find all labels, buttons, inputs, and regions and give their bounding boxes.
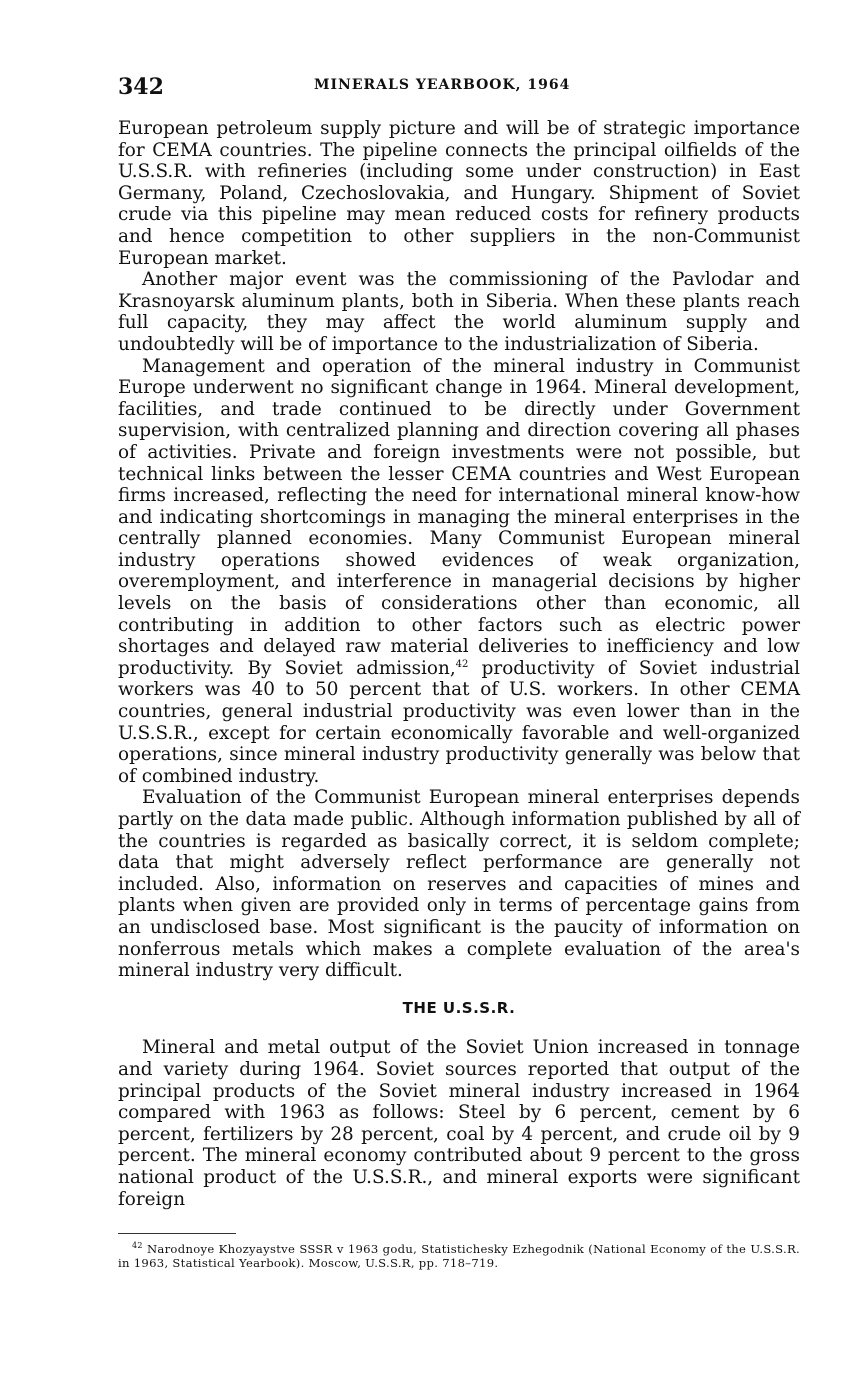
page-number: 342 — [118, 74, 164, 100]
paragraph-aluminum-plants: Another major event was the commissioning of the Pavlodar and Krasnoyarsk aluminum plants, both in Siberia. When these plants reach full capacity, they may affect the world aluminum supply and undoubtedly will be of importance to the industrialization of Siberia. — [118, 269, 800, 355]
running-head — [118, 74, 800, 106]
footnote-reference: 42 — [455, 658, 469, 670]
paragraph-management-part2: productivity of Soviet industrial workers was 40 to 50 percent that of U.S. workers. In other CEMA countries, general industrial productivity was even lower than in the U.S.S.R., except for certain economically favorable and well-organized operations, since mineral industry productivity generally was below that of combined industry. — [118, 657, 800, 787]
footnote-divider — [118, 1233, 236, 1234]
paragraph-petroleum-pipeline: European petroleum supply picture and will be of strategic importance for CEMA countries. The pipeline connects the principal oilfields of the U.S.S.R. with refineries (including some under construction) in East Germany, Poland, Czechoslovakia, and Hungary. Shipment of Soviet crude via this pipeline may mean reduced costs for refinery products and hence competition to other suppliers in the non-Communist European market. — [118, 118, 800, 269]
footnote — [118, 1242, 800, 1270]
running-title: MINERALS YEARBOOK, 1964 — [314, 77, 571, 93]
footnote-marker: 42 — [132, 1241, 143, 1251]
document-page — [118, 74, 800, 1270]
paragraph-management — [118, 356, 800, 788]
paragraph-evaluation: Evaluation of the Communist European mineral enterprises depends partly on the data made public. Although information published by all of the countries is regarded as basically correct, it is seldom complete; data that might adversely reflect performance are generally not included. Also, information on reserves and capacities of mines and plants when given are provided only in terms of percentage gains from an undisclosed base. Most significant is the paucity of information on nonferrous metals which makes a complete evaluation of the area's mineral industry very difficult. — [118, 787, 800, 982]
section-heading: THE U.S.S.R. — [402, 998, 516, 1017]
footnote-text: Narodnoye Khozyaystve SSSR v 1963 godu, Statistichesky Ezhegodnik (National Economy of the U.S.S.R. in 1963, Statistical Yearbook). Moscow, U.S.S.R, pp. 718–719. — [118, 1242, 800, 1271]
paragraph-soviet-output: Mineral and metal output of the Soviet Union increased in tonnage and variety during 1964. Soviet sources reported that output of the principal products of the Soviet mineral industry increased in 1964 compared with 1963 as follows: Steel by 6 percent, cement by 6 percent, fertilizers by 28 percent, coal by 4 percent, and crude oil by 9 percent. The mineral economy contributed about 9 percent to the gross national product of the U.S.S.R., and mineral exports were significant foreign — [118, 1037, 800, 1210]
paragraph-management-part1: Management and operation of the mineral industry in Communist Europe underwent no significant change in 1964. Mineral development, facilities, and trade continued to be directly under Government supervision, with centralized planning and direction covering all phases of activities. Private and foreign investments were not possible, but technical links between the lesser CEMA countries and West European firms increased, reflecting the need for international mineral know-how and indicating shortcomings in managing the mineral enterprises in the centrally planned economies. Many Communist European mineral industry operations showed evidences of weak organization, overemployment, and interference in managerial decisions by higher levels on the basis of considerations other than economic, all contributing in addition to other factors such as electric power shortages and delayed raw material deliveries to inefficiency and low productivity. By Soviet admission, — [118, 355, 800, 679]
body-text — [118, 118, 800, 1210]
